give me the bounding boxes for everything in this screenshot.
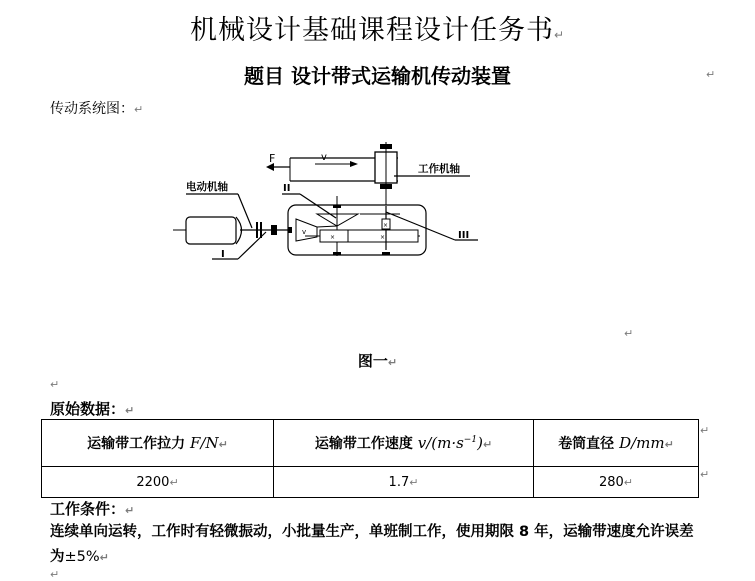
- paragraph-mark: ↵: [99, 551, 109, 564]
- value-speed: 1.7↵: [274, 467, 534, 498]
- label-F: F: [269, 152, 276, 165]
- paragraph-mark: ↵: [706, 68, 716, 81]
- label-motor-shaft: 电动机轴: [186, 181, 228, 193]
- data-table: [41, 419, 699, 498]
- velocity-arrow: [315, 152, 358, 167]
- svg-text:×: ×: [383, 222, 389, 229]
- paragraph-mark: ↵: [134, 103, 144, 116]
- gearbox: [288, 196, 426, 256]
- figure-caption: [0, 350, 755, 371]
- data-heading-text: 原始数据：: [50, 400, 126, 418]
- value-diameter: 280↵: [534, 467, 699, 498]
- svg-text:×: ×: [330, 234, 336, 241]
- paragraph-mark: ↵: [700, 468, 710, 481]
- label-work-shaft: 工作机轴: [418, 163, 460, 175]
- table-header-row: [42, 420, 699, 467]
- paragraph-mark: ↵: [387, 356, 398, 369]
- paragraph-mark: ↵: [50, 568, 60, 581]
- paragraph-mark: ↵: [700, 424, 710, 437]
- speed-tolerance: ±5%: [64, 549, 100, 565]
- paragraph-mark: ↵: [125, 504, 135, 517]
- header-diameter: 卷筒直径 D/mm↵: [534, 420, 699, 467]
- title-text: 机械设计基础课程设计任务书: [189, 15, 554, 46]
- header-speed: 运输带工作速度 $v/(m\cdot s^{-1})↵$: [274, 420, 534, 467]
- paragraph-mark: ↵: [624, 327, 634, 340]
- paragraph-mark: ↵: [125, 404, 135, 417]
- label-shaft-I: I: [221, 249, 225, 260]
- figure-caption-text: 图一: [357, 352, 388, 370]
- force-arrow: [266, 152, 290, 171]
- conditions-text: 连续单向运转，工作时有轻微振动，小批量生产，单班制工作，使用期限 8 年，运输带速度允许误差为±5%↵: [50, 524, 694, 565]
- paragraph-mark: ↵: [50, 378, 60, 391]
- subject-heading: 题目 设计带式运输机传动装置: [244, 64, 511, 88]
- paragraph-mark: ↵: [553, 28, 566, 42]
- conditions-heading: [50, 498, 134, 519]
- header-force: 运输带工作拉力 F/N↵: [42, 420, 274, 467]
- diagram-heading-text: 传动系统图：: [50, 101, 134, 117]
- table-row: [42, 467, 699, 498]
- svg-text:×: ×: [380, 234, 386, 241]
- svg-text:v: v: [302, 228, 307, 236]
- label-shaft-III: III: [458, 230, 470, 241]
- conditions-heading-text: 工作条件：: [50, 500, 126, 518]
- label-v: v: [321, 152, 327, 163]
- label-shaft-II: II: [283, 183, 291, 194]
- value-force: 2200↵: [42, 467, 274, 498]
- data-heading: [50, 398, 134, 419]
